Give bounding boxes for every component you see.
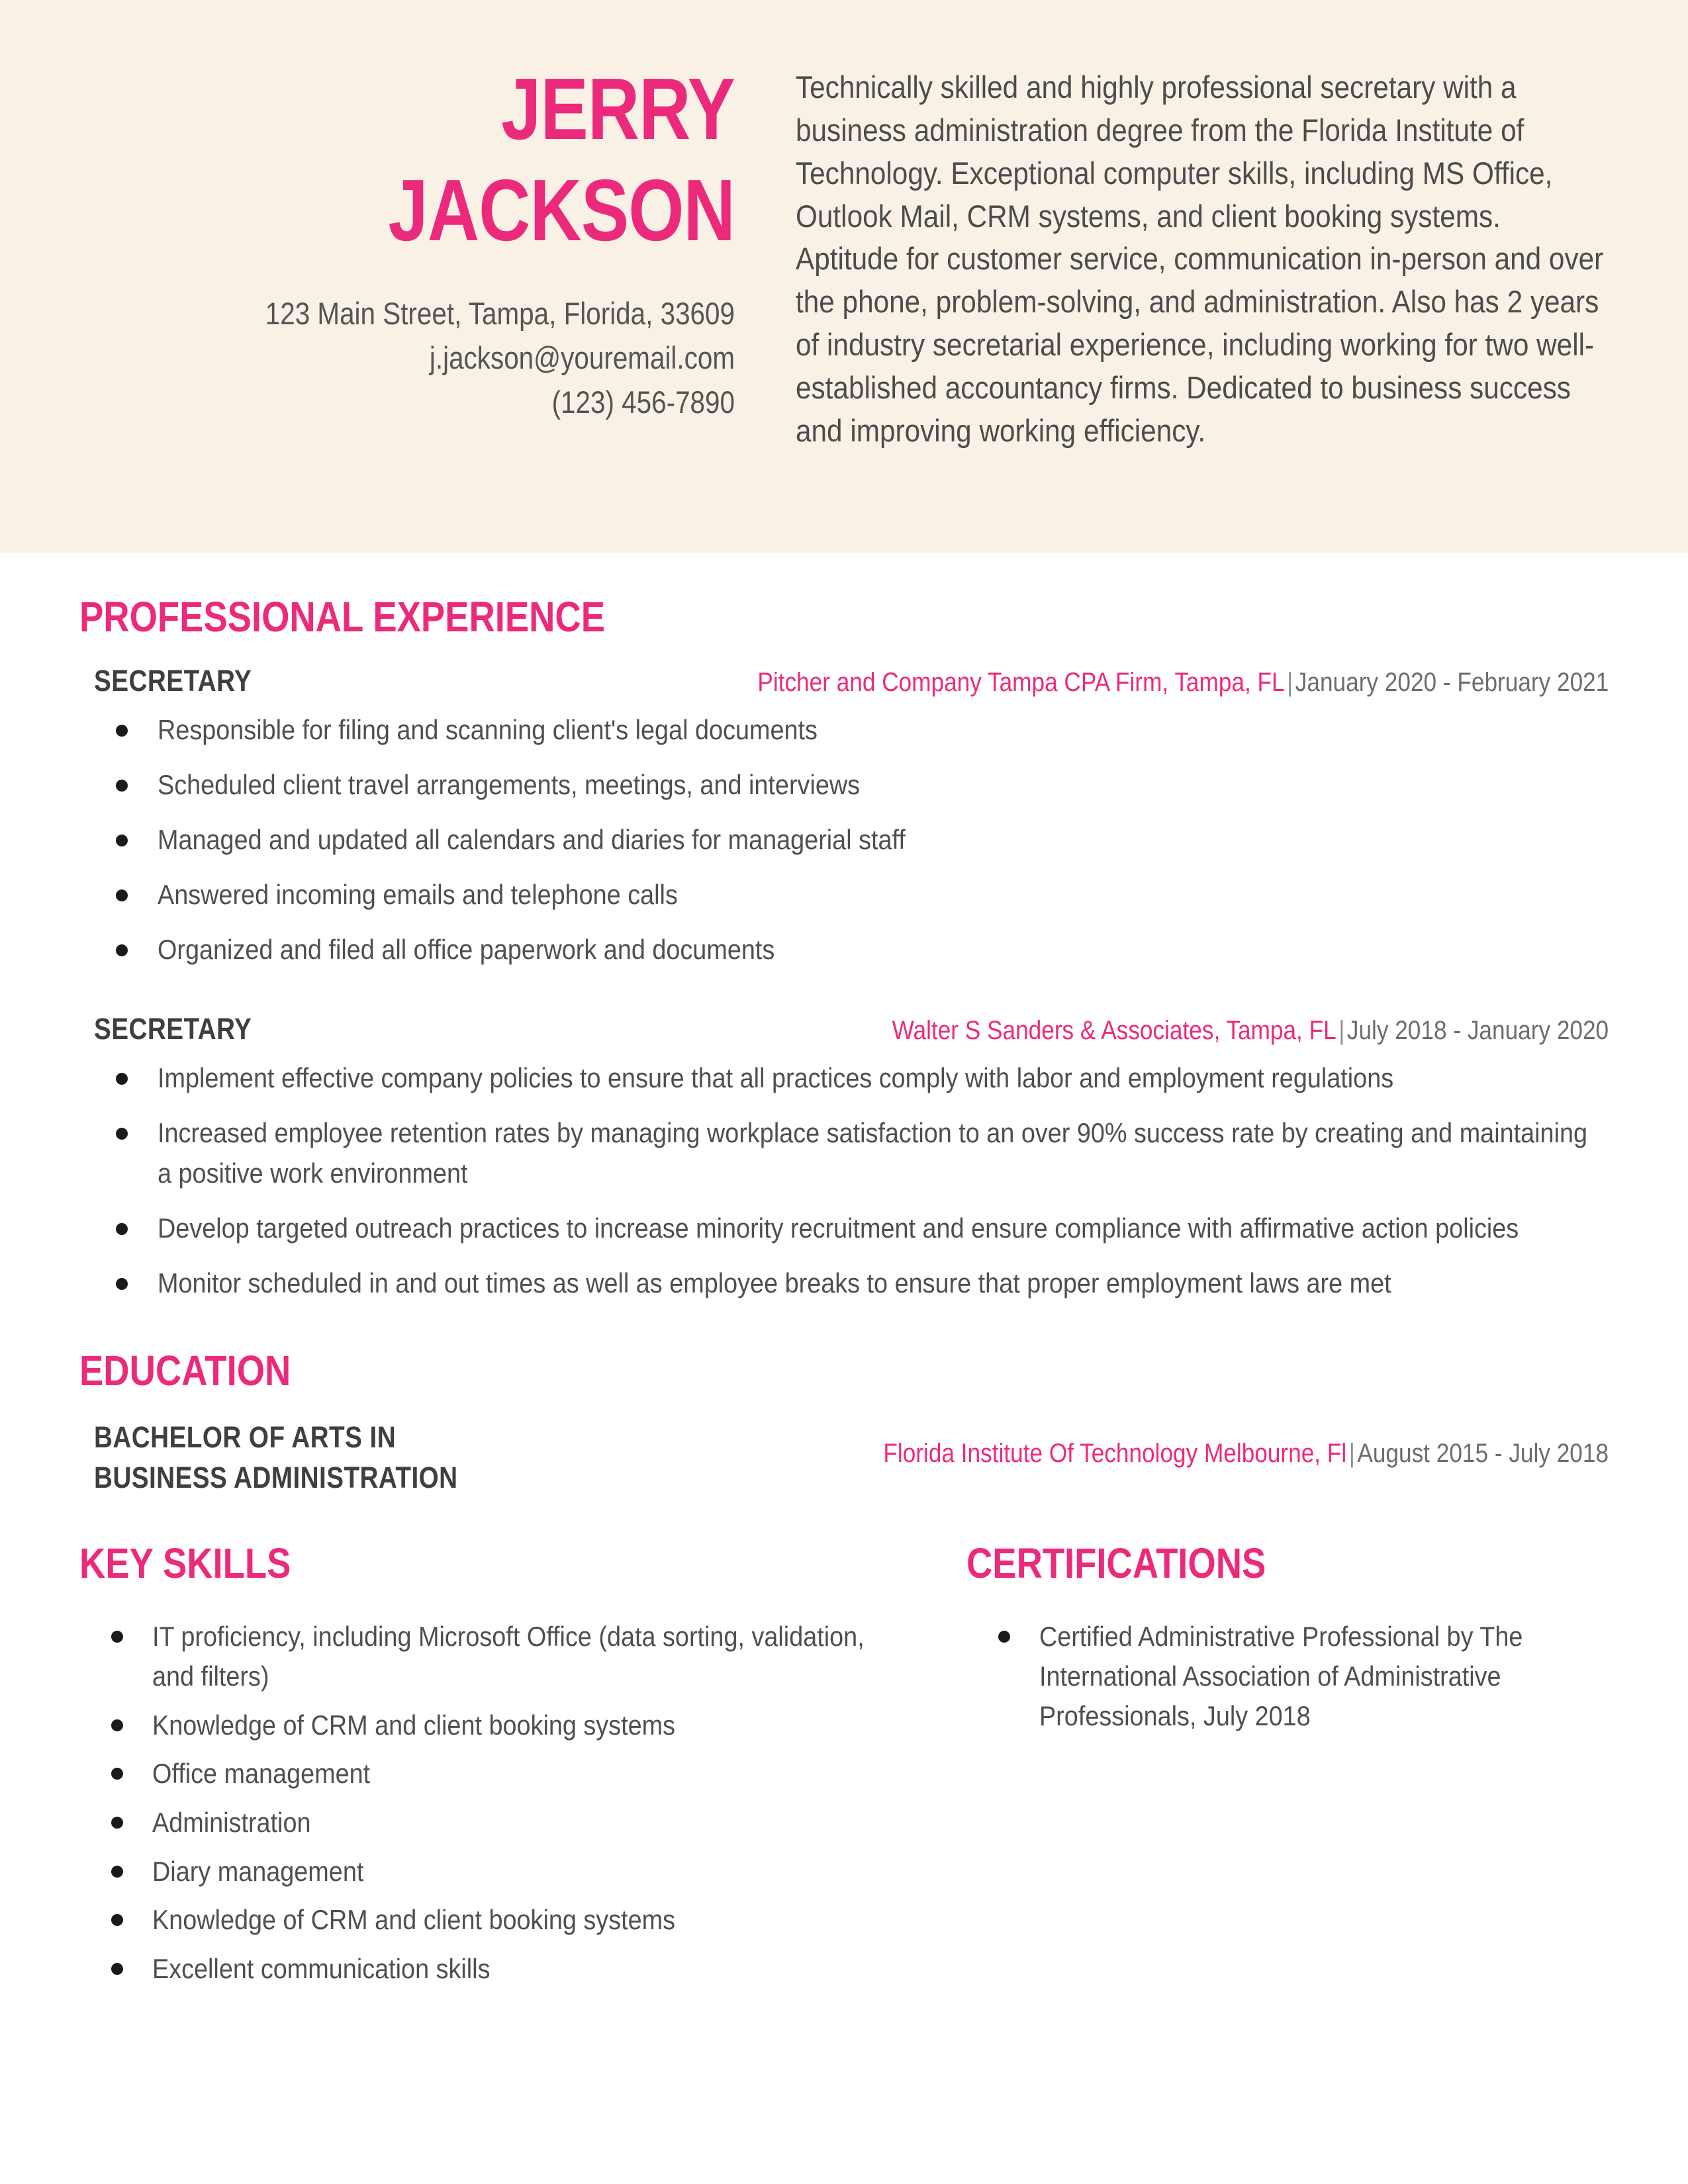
section-title-experience: PROFESSIONAL EXPERIENCE bbox=[79, 593, 606, 641]
job-separator: | bbox=[1286, 668, 1293, 697]
bullet-text: Implement effective company policies to ensure that all practices comply with labor and employment regulations bbox=[158, 1062, 1394, 1094]
experience-entry bbox=[79, 664, 1609, 970]
job-dates: January 2020 - February 2021 bbox=[1295, 668, 1609, 697]
header-summary-block bbox=[781, 46, 1609, 553]
contact-email[interactable]: j.jackson@youremail.com bbox=[429, 340, 735, 376]
bullet-text: Managed and updated all calendars and diaries for managerial staff bbox=[158, 823, 906, 855]
list-item bbox=[79, 1617, 907, 1696]
bottom-columns bbox=[79, 1539, 1609, 1997]
list-item bbox=[79, 820, 1609, 860]
key-skills-list bbox=[79, 1617, 907, 1988]
list-item bbox=[79, 710, 1609, 751]
list-item bbox=[79, 1803, 907, 1843]
experience-entry-header bbox=[79, 664, 1609, 698]
list-item bbox=[79, 875, 1609, 915]
job-role: SECRETARY bbox=[94, 1012, 252, 1046]
list-item bbox=[79, 1263, 1609, 1304]
contact-details bbox=[171, 292, 735, 424]
skill-text: Administration bbox=[152, 1806, 311, 1838]
first-name: JERRY bbox=[501, 60, 735, 158]
bullet-text: Scheduled client travel arrangements, meetings, and interviews bbox=[158, 768, 861, 800]
skill-text: Excellent communication skills bbox=[152, 1952, 491, 1984]
skill-text: IT proficiency, including Microsoft Office (data sorting, validation, and filters) bbox=[152, 1621, 865, 1692]
section-title-certifications: CERTIFICATIONS bbox=[966, 1539, 1266, 1588]
last-name: JACKSON bbox=[388, 161, 735, 259]
list-item bbox=[79, 1852, 907, 1891]
section-title-key-skills: KEY SKILLS bbox=[79, 1539, 291, 1588]
list-item bbox=[79, 1900, 907, 1940]
bullet-text: Increased employee retention rates by managing workplace satisfaction to an over 90% success rate by creating and maintaining a positive work environment bbox=[158, 1117, 1588, 1189]
bullet-text: Develop targeted outreach practices to increase minority recruitment and ensure compliance with affirmative action policies bbox=[158, 1212, 1519, 1244]
list-item bbox=[966, 1617, 1609, 1735]
list-item bbox=[79, 765, 1609, 805]
list-item bbox=[79, 1208, 1609, 1249]
bullet-text: Monitor scheduled in and out times as well as employee breaks to ensure that proper employment laws are met bbox=[158, 1267, 1391, 1299]
bullet-text: Responsible for filing and scanning client's legal documents bbox=[158, 714, 818, 745]
list-item bbox=[79, 1949, 907, 1989]
resume-body bbox=[0, 592, 1688, 2050]
education-school: Florida Institute Of Technology Melbourne, Fl bbox=[883, 1438, 1347, 1468]
job-meta bbox=[757, 668, 1609, 698]
section-title-education: EDUCATION bbox=[79, 1346, 291, 1394]
list-item bbox=[79, 930, 1609, 970]
education-degree-line2: BUSINESS ADMINISTRATION bbox=[94, 1460, 458, 1494]
list-item bbox=[79, 1113, 1609, 1194]
list-item bbox=[79, 1706, 907, 1745]
job-separator: | bbox=[1338, 1016, 1345, 1046]
skill-text: Diary management bbox=[152, 1855, 364, 1887]
bullet-text: Organized and filed all office paperwork and documents bbox=[158, 933, 775, 965]
certifications-column bbox=[907, 1539, 1609, 1997]
skill-text: Knowledge of CRM and client booking systems bbox=[152, 1904, 676, 1936]
contact-address: 123 Main Street, Tampa, Florida, 33609 bbox=[265, 296, 735, 332]
job-bullet-list bbox=[79, 1058, 1609, 1303]
key-skills-column bbox=[79, 1539, 907, 1997]
education-meta bbox=[883, 1418, 1609, 1469]
experience-entry bbox=[79, 1012, 1609, 1303]
contact-phone[interactable]: (123) 456-7890 bbox=[551, 384, 735, 420]
job-bullet-list bbox=[79, 710, 1609, 970]
education-separator: | bbox=[1348, 1438, 1355, 1468]
header-identity-block bbox=[79, 46, 781, 553]
list-item bbox=[79, 1058, 1609, 1099]
certification-text: Certified Administrative Professional by The International Association of Administrative Professionals, July 2018 bbox=[1039, 1621, 1523, 1731]
skill-text: Office management bbox=[152, 1758, 371, 1790]
list-item bbox=[79, 1754, 907, 1794]
education-degree-line1: BACHELOR OF ARTS IN bbox=[94, 1420, 397, 1454]
education-degree bbox=[94, 1418, 458, 1498]
job-role: SECRETARY bbox=[94, 664, 252, 698]
education-entry bbox=[79, 1418, 1609, 1498]
job-company: Pitcher and Company Tampa CPA Firm, Tampa, FL bbox=[757, 668, 1285, 697]
bullet-text: Answered incoming emails and telephone calls bbox=[158, 878, 678, 910]
experience-entry-header bbox=[79, 1012, 1609, 1046]
resume-header bbox=[0, 0, 1688, 553]
job-company: Walter S Sanders & Associates, Tampa, FL bbox=[892, 1016, 1336, 1046]
job-dates: July 2018 - January 2020 bbox=[1346, 1016, 1609, 1046]
professional-summary: Technically skilled and highly professional secretary with a business administration degree from the Florida Institute of Technology. Exceptional computer skills, including MS Office, Outlook Mail, CRM systems, and client booking systems. Aptitude for customer service, communication in-person and over the phone, problem-solving, and administration. Also has 2 years of industry secretarial experience, including working for two well-established accountancy firms. Dedicated to business success and improving working efficiency. bbox=[796, 69, 1604, 448]
certifications-list bbox=[966, 1617, 1609, 1735]
skill-text: Knowledge of CRM and client booking systems bbox=[152, 1709, 676, 1741]
job-meta bbox=[892, 1016, 1609, 1046]
education-dates: August 2015 - July 2018 bbox=[1357, 1438, 1609, 1468]
